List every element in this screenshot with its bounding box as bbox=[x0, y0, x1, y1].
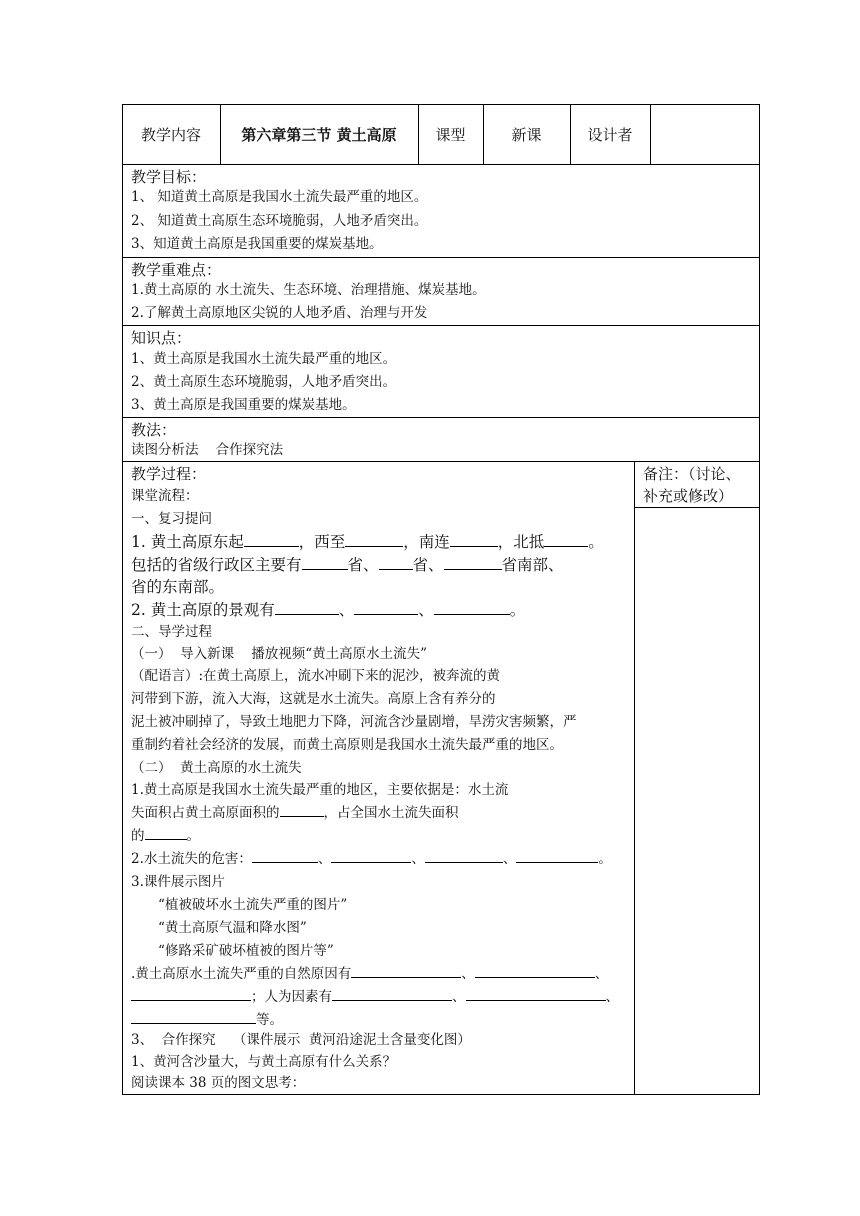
narration-line: 重制约着社会经济的发展，而黄土高原则是我国水土流失最严重的地区。 bbox=[131, 737, 563, 753]
remarks-divider bbox=[634, 461, 635, 1094]
question-1 bbox=[131, 531, 604, 553]
objective-item: 3、知道黄土高原是我国重要的煤炭基地。 bbox=[131, 236, 383, 252]
q1-part: ，南连 bbox=[403, 533, 450, 551]
answer-blank[interactable] bbox=[131, 986, 251, 1001]
cause-part: .黄土高原水土流失严重的自然原因有 bbox=[131, 966, 352, 982]
p2-part: 。 bbox=[598, 851, 612, 867]
knowledge-item: 2、黄土高原生态环境脆弱，人地矛盾突出。 bbox=[131, 374, 397, 390]
cause-part: 、 bbox=[605, 989, 619, 1005]
answer-blank[interactable] bbox=[145, 825, 187, 840]
narration-line: 河带到下游，流入大海，这就是水土流失。高原上含有养分的 bbox=[131, 691, 496, 707]
p2-part: 、 bbox=[411, 851, 425, 867]
methods-text: 读图分析法 合作探究法 bbox=[131, 442, 284, 458]
cause-part: 等。 bbox=[256, 1012, 283, 1028]
causes-line-3 bbox=[131, 1009, 283, 1031]
causes-line-2 bbox=[131, 986, 619, 1008]
guide-heading: 二、导学过程 bbox=[131, 624, 212, 640]
p1-part: 失面积占黄土高原面积的 bbox=[131, 805, 280, 821]
objective-item: 2、 知道黄土高原生态环境脆弱，人地矛盾突出。 bbox=[131, 213, 428, 229]
label-type: 课型 bbox=[435, 125, 466, 144]
type-value: 新课 bbox=[511, 125, 542, 144]
key-point-item: 1.黄土高原的 水土流失、生态环境、治理措施、煤炭基地。 bbox=[131, 282, 486, 298]
q1-part: 省、 bbox=[347, 556, 379, 574]
q2-part: 、 bbox=[418, 601, 434, 619]
section-title: 第六章第三节 黄土高原 bbox=[241, 125, 397, 144]
remarks-line-1: 备注：（讨论、 bbox=[643, 465, 741, 483]
answer-blank[interactable] bbox=[379, 555, 413, 570]
key-points-title: 教学重难点： bbox=[131, 261, 222, 279]
answer-blank[interactable] bbox=[425, 848, 503, 863]
answer-blank[interactable] bbox=[466, 986, 606, 1001]
p2-part: 、 bbox=[317, 851, 332, 867]
q1-part: ，北抵 bbox=[497, 533, 545, 551]
process-flow: 课堂流程： bbox=[131, 488, 199, 504]
q2-part: 2. 黄土高原的景观有 bbox=[131, 601, 275, 619]
answer-blank[interactable] bbox=[516, 848, 598, 863]
answer-blank[interactable] bbox=[351, 963, 461, 978]
table-border-bottom bbox=[122, 1094, 760, 1095]
p1-part: ，占全国水土流失面积 bbox=[323, 805, 459, 821]
question-1-line-2 bbox=[131, 554, 564, 576]
remarks-line-2: 补充或修改） bbox=[643, 487, 734, 505]
question-2 bbox=[131, 599, 525, 621]
row-divider bbox=[122, 257, 760, 258]
q1-part: 。 bbox=[588, 533, 604, 551]
answer-blank[interactable] bbox=[345, 532, 403, 547]
answer-blank[interactable] bbox=[275, 600, 339, 615]
cause-part: ；人为因素有 bbox=[251, 989, 332, 1005]
answer-blank[interactable] bbox=[252, 848, 318, 863]
p1-part: 的 bbox=[131, 828, 145, 844]
q2-part: 。 bbox=[509, 601, 526, 619]
cause-part: 、 bbox=[452, 989, 466, 1005]
row-divider bbox=[122, 325, 760, 326]
label-content: 教学内容 bbox=[140, 125, 201, 144]
p1-part: 。 bbox=[186, 828, 200, 844]
answer-blank[interactable] bbox=[450, 532, 498, 547]
label-designer: 设计者 bbox=[587, 125, 633, 144]
row-divider bbox=[122, 417, 760, 418]
knowledge-item: 1、黄土高原是我国水土流失最严重的地区。 bbox=[131, 351, 397, 367]
point-1-line-2 bbox=[131, 802, 459, 824]
causes-line-1 bbox=[131, 963, 608, 985]
picture-item: “修路采矿破坏植被的图片等” bbox=[158, 943, 334, 959]
remarks-header-divider bbox=[634, 507, 760, 508]
q1-part: ，西至 bbox=[298, 533, 346, 551]
q1-part: 省南部、 bbox=[501, 556, 564, 574]
point-1-line-3 bbox=[131, 825, 200, 847]
cause-part: 、 bbox=[461, 966, 475, 982]
designer-value bbox=[650, 104, 759, 164]
point-1-line-1: 1.黄土高原是我国水土流失最严重的地区，主要依据是：水土流 bbox=[131, 782, 509, 798]
cooperation-heading: 3、 合作探究 （课件展示 黄河沿途泥土含量变化图） bbox=[131, 1032, 471, 1048]
answer-blank[interactable] bbox=[434, 600, 510, 615]
intro-line: （一） 导入新课 播放视频“黄土高原水土流失” bbox=[131, 646, 428, 662]
answer-blank[interactable] bbox=[354, 600, 418, 615]
answer-blank[interactable] bbox=[244, 532, 299, 547]
subsection-heading: （二） 黄土高原的水土流失 bbox=[131, 760, 302, 776]
point-3: 3.课件展示图片 bbox=[131, 874, 225, 890]
methods-title: 教法： bbox=[131, 421, 177, 439]
cooperation-reading: 阅读课本 38 页的图文思考： bbox=[131, 1075, 306, 1091]
answer-blank[interactable] bbox=[280, 802, 324, 817]
knowledge-item: 3、黄土高原是我国重要的煤炭基地。 bbox=[131, 397, 356, 413]
q1-part: 包括的省级行政区主要有 bbox=[131, 556, 302, 574]
row-divider bbox=[122, 164, 760, 165]
table-border-left bbox=[122, 104, 123, 1095]
answer-blank[interactable] bbox=[302, 555, 348, 570]
narration-line: 泥土被冲刷掉了，导致土地肥力下降，河流含沙量剧增，旱涝灾害频繁，严 bbox=[131, 714, 577, 730]
question-1-line-3: 省的东南部。 bbox=[131, 578, 225, 596]
objective-item: 1、 知道黄土高原是我国水土流失最严重的地区。 bbox=[131, 189, 428, 205]
objectives-title: 教学目标： bbox=[131, 168, 207, 186]
row-divider bbox=[122, 461, 760, 462]
p2-part: 、 bbox=[502, 851, 517, 867]
cooperation-question: 1、黄河含沙量大，与黄土高原有什么关系？ bbox=[131, 1054, 397, 1070]
picture-item: “黄土高原气温和降水图” bbox=[158, 920, 307, 936]
picture-item: “植被破坏水土流失严重的图片” bbox=[158, 897, 348, 913]
q1-part: 省、 bbox=[412, 556, 444, 574]
q2-part: 、 bbox=[338, 601, 355, 619]
narration-line: （配语言）:在黄土高原上，流水冲刷下来的泥沙，被奔流的黄 bbox=[131, 668, 501, 684]
key-point-item: 2.了解黄土高原地区尖锐的人地矛盾、治理与开发 bbox=[131, 305, 428, 321]
q1-part: 1. 黄土高原东起 bbox=[131, 533, 244, 551]
process-title: 教学过程： bbox=[131, 465, 207, 483]
p2-part: 2.水土流失的危害： bbox=[131, 851, 252, 867]
answer-blank[interactable] bbox=[444, 555, 502, 570]
answer-blank[interactable] bbox=[475, 963, 595, 978]
answer-blank[interactable] bbox=[331, 848, 411, 863]
answer-blank[interactable] bbox=[544, 532, 588, 547]
knowledge-title: 知识点： bbox=[131, 329, 192, 347]
answer-blank[interactable] bbox=[332, 986, 452, 1001]
cause-part: 、 bbox=[594, 966, 609, 982]
point-2 bbox=[131, 848, 612, 870]
review-heading: 一、复习提问 bbox=[131, 511, 212, 527]
answer-blank[interactable] bbox=[131, 1009, 256, 1024]
table-border-right bbox=[759, 104, 760, 1095]
